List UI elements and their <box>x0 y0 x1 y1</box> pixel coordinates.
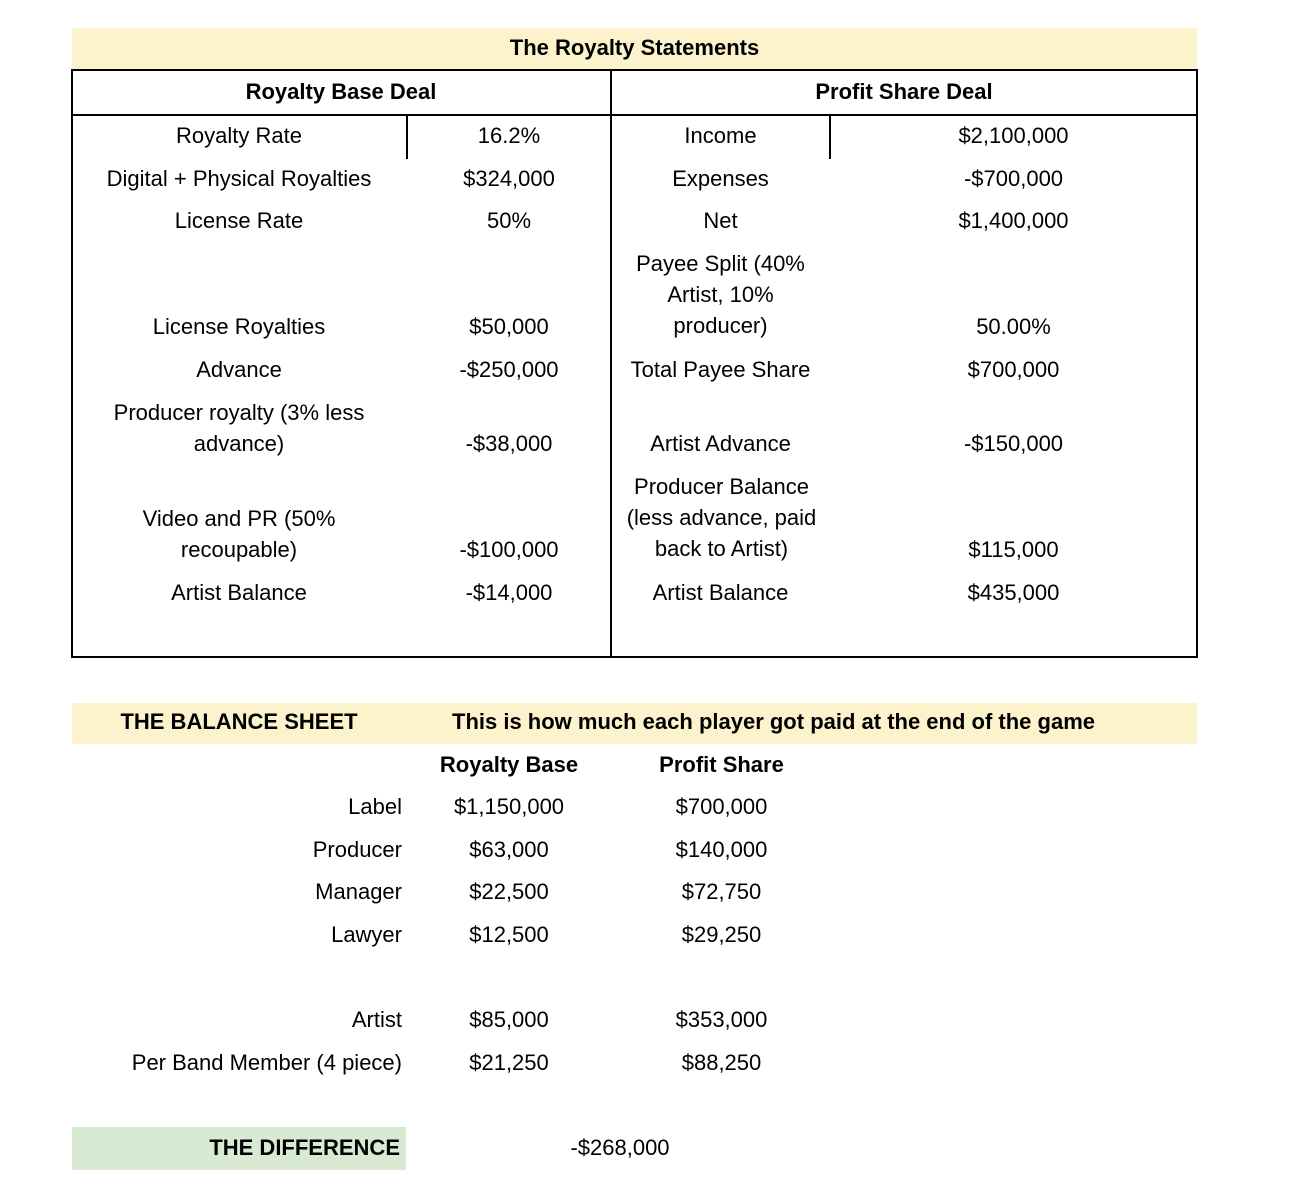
producer-royalty-base: $63,000 <box>469 837 549 862</box>
rb-value-license-royalties: $50,000 <box>469 314 549 339</box>
ps-value-artist-advance: -$150,000 <box>963 431 1064 456</box>
ps-value-producer-balance: $115,000 <box>968 537 1059 562</box>
ps-label-net: Net <box>703 208 738 233</box>
lawyer-profit-share: $29,250 <box>681 922 762 947</box>
ps-value-net: $1,400,000 <box>958 208 1069 233</box>
player-per-band-member: Per Band Member (4 piece) <box>131 1050 402 1075</box>
difference-label: THE DIFFERENCE <box>209 1135 400 1160</box>
label-profit-share: $700,000 <box>675 794 768 819</box>
statements-border-top <box>71 69 1198 71</box>
statements-header-divider <box>71 114 1198 116</box>
rb-label-royalty-rate: Royalty Rate <box>176 123 302 148</box>
per-band-member-royalty-base: $21,250 <box>469 1050 549 1075</box>
producer-profit-share: $140,000 <box>675 837 768 862</box>
rb-label-advance: Advance <box>196 357 282 382</box>
rb-label-artist-balance: Artist Balance <box>171 580 307 605</box>
col-header-royalty-base: Royalty Base <box>439 752 579 777</box>
rb-label-video-pr: Video and PR (50% recoupable) <box>142 506 336 562</box>
statements-border-right <box>1196 69 1198 658</box>
profit-share-deal-header: Profit Share Deal <box>815 79 993 104</box>
rb-value-license-rate: 50% <box>486 208 532 233</box>
rb-label-license-rate: License Rate <box>174 208 304 233</box>
rb-value-advance: -$250,000 <box>459 357 559 382</box>
rb-value-artist-balance: -$14,000 <box>465 580 553 605</box>
ps-label-producer-balance: Producer Balance (less advance, paid back to Artist) <box>626 474 817 561</box>
statements-border-bottom <box>71 656 1198 658</box>
per-band-member-profit-share: $88,250 <box>681 1050 762 1075</box>
artist-royalty-base: $85,000 <box>469 1007 549 1032</box>
ps-label-artist-advance: Artist Advance <box>650 431 791 456</box>
player-producer: Producer <box>312 837 402 862</box>
difference-value: -$268,000 <box>570 1135 670 1160</box>
col-header-profit-share: Profit Share <box>659 752 784 777</box>
label-royalty-base: $1,150,000 <box>453 794 565 819</box>
player-artist: Artist <box>351 1007 402 1032</box>
artist-profit-share: $353,000 <box>675 1007 768 1032</box>
ps-value-expenses: -$700,000 <box>963 166 1064 191</box>
player-lawyer: Lawyer <box>331 922 402 947</box>
rb-label-license-royalties: License Royalties <box>152 314 326 339</box>
ps-value-income: $2,100,000 <box>958 123 1069 148</box>
statements-title: The Royalty Statements <box>509 35 760 60</box>
manager-profit-share: $72,750 <box>681 879 762 904</box>
rb-value-producer-royalty: -$38,000 <box>465 431 553 456</box>
lawyer-royalty-base: $12,500 <box>469 922 549 947</box>
rb-value-digital-physical: $324,000 <box>463 166 555 191</box>
balance-sheet-title: THE BALANCE SHEET <box>120 709 358 734</box>
rb-value-video-pr: -$100,000 <box>459 537 559 562</box>
manager-royalty-base: $22,500 <box>469 879 549 904</box>
ps-value-total-payee-share: $700,000 <box>967 357 1060 382</box>
rb-label-digital-physical: Digital + Physical Royalties <box>106 166 372 191</box>
player-manager: Manager <box>315 879 402 904</box>
royalty-base-deal-header: Royalty Base Deal <box>245 79 437 104</box>
player-label: Label <box>348 794 402 819</box>
ps-label-expenses: Expenses <box>672 166 769 191</box>
ps-label-artist-balance: Artist Balance <box>652 580 789 605</box>
ps-label-income: Income <box>684 123 757 148</box>
ps-label-payee-split: Payee Split (40% Artist, 10% producer) <box>636 251 805 338</box>
balance-sheet-subtitle: This is how much each player got paid at the end of the game <box>452 709 1095 734</box>
rb-value-royalty-rate: 16.2% <box>477 123 541 148</box>
ps-value-artist-balance: $435,000 <box>967 580 1060 605</box>
ps-value-payee-split: 50.00% <box>976 314 1051 339</box>
ps-label-total-payee-share: Total Payee Share <box>630 357 811 382</box>
rb-label-producer-royalty: Producer royalty (3% less advance) <box>113 400 365 456</box>
